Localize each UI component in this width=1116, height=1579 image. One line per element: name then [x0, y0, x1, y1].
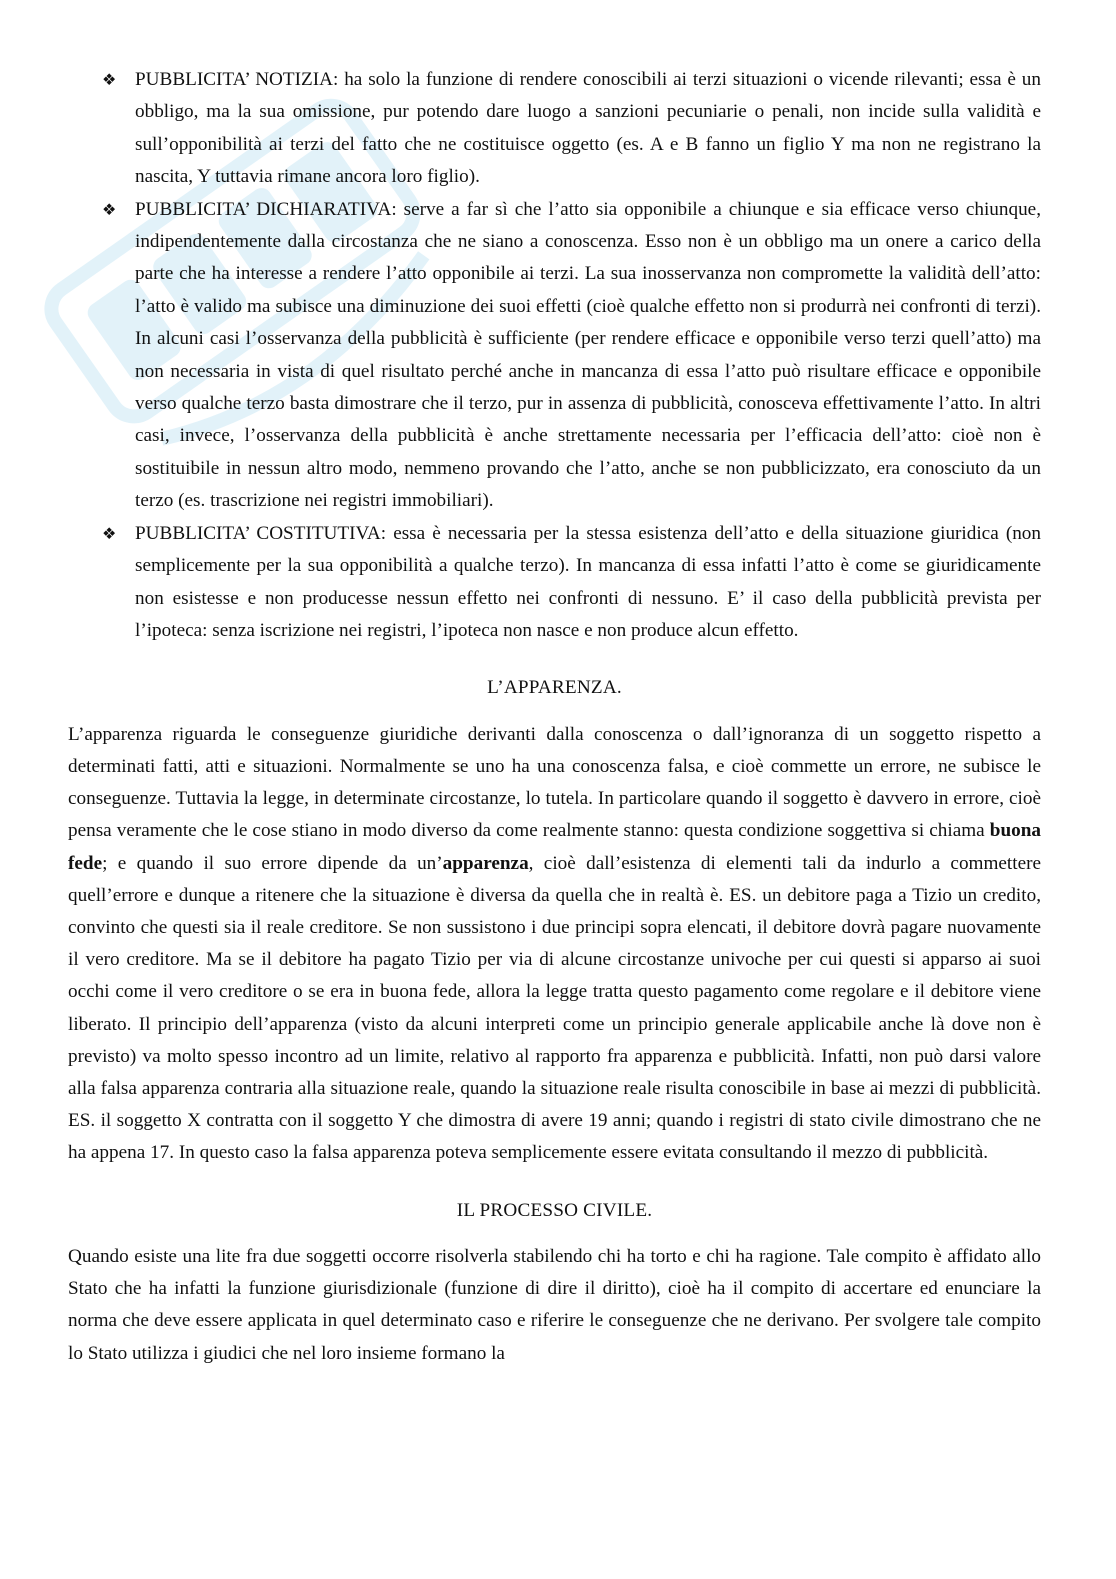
diamond-bullet-icon: ❖	[102, 70, 117, 89]
document-page	[68, 64, 1041, 1370]
section-heading-processo-civile: IL PROCESSO CIVILE.	[456, 1199, 653, 1221]
diamond-bullet-icon: ❖	[102, 523, 117, 543]
bold-term: apparenza	[442, 852, 529, 874]
paragraph-text: L’apparenza riguarda le conseguenze giuridiche derivanti dalla conoscenza o dall’ignoranza di un soggetto rispetto a determinati fatti, atti e situazioni. Normalmente se uno ha una conoscenza falsa, e cioè commette un errore, ne subisce le conseguenze. Tuttavia la legge, in determinate circostanze, lo tutela. In particolare quando il soggetto è davvero in errore, cioè pensa veramente che le cose stiano in modo diverso da come realmente stanno: questa condizione soggettiva si chiama	[68, 723, 1041, 842]
diamond-bullet-icon: ❖	[102, 199, 117, 219]
list-item	[68, 64, 1041, 194]
bullet-text: PUBBLICITA’ NOTIZIA: ha solo la funzione di rendere conoscibili ai terzi situazioni o vicende rilevanti; essa è un obbligo, ma la sua omissione, pur potendo dare luogo a sanzioni pecuniarie o penali, non incide sulla validità e sull’opponibilità ai terzi del fatto che ne costituisce oggetto (es. A e B fanno un figlio Y ma non ne registrano la nascita, Y tuttavia rimane ancora loro figlio).	[135, 69, 1041, 188]
publicity-types-list	[68, 64, 1041, 647]
paragraph-text: ; e quando il suo errore dipende da un’	[102, 852, 443, 874]
bold-term: buona fede	[68, 820, 1041, 874]
paragraph-text: , cioè dall’esistenza di elementi tali da indurlo a commettere quell’errore e dunque a ritenere che la situazione è diversa da quella che in realtà è. ES. un debitore paga a Tizio un credito, convinto che questi sia il reale creditore. Se non sussistono i due principi sopra elencati, il debitore dovrà pagare nuovamente il vero creditore. Ma se il debitore ha pagato Tizio per via di alcune circostanze univoche per cui questi si apparso ai suoi occhi come il vero creditore o se era in buona fede, allora la legge tratta questo pagamento come regolare e il debitore viene liberato. Il principio dell’apparenza (visto da alcuni interpreti come un principio generale applicabile anche là dove non è previsto) va molto spesso incontro ad un limite, relativo al rapporto fra apparenza e pubblicità. Infatti, non può darsi valore alla falsa apparenza contraria alla situazione reale, quando la situazione reale risulta conoscibile in base ai mezzi di pubblicità. ES. il soggetto X contratta con il soggetto Y che dimostra di avere 19 anni; quando i registri di stato civile dimostrano che ne ha appena 17. In questo caso la falsa apparenza poteva semplicemente essere evitata consultando il mezzo di pubblicità.	[68, 852, 1041, 1164]
list-item	[68, 194, 1041, 518]
apparenza-paragraph	[68, 719, 1041, 1170]
section-heading-apparenza: L’APPARENZA.	[487, 677, 622, 699]
bullet-text: PUBBLICITA’ DICHIARATIVA: serve a far sì che l’atto sia opponibile a chiunque e sia efficace verso chiunque, indipendentemente dalla circostanza che ne siano a conoscenza. Esso non è un obbligo ma un onere a carico della parte che ha interesse a rendere l’atto opponibile ai terzi. La sua inosservanza non compromette la validità dell’atto: l’atto è valido ma subisce una diminuzione dei suoi effetti (cioè qualche effetto non si produrrà nei confronti di terzi). In alcuni casi l’osservanza della pubblicità è sufficiente (per rendere efficace e opponibile verso terzi quell’atto) ma non necessaria in vista di quel risultato perché anche in mancanza di essa l’atto può risultare efficace e opponibile verso qualche terzo basta dimostrare che il terzo, pur in assenza di pubblicità, conosceva effettivamente l’atto. In altri casi, invece, l’osservanza della pubblicità è anche strettamente necessaria per l’efficacia dell’atto: cioè non è sostituibile in nessun altro modo, nemmeno provando che l’atto, anche se non pubblicizzato, era conosciuto da un terzo (es. trascrizione nei registri immobiliari).	[135, 198, 1041, 512]
bullet-text: PUBBLICITA’ COSTITUTIVA: essa è necessaria per la stessa esistenza dell’atto e della situazione giuridica (non semplicemente per la sua opponibilità a qualche terzo). In mancanza di essa infatti l’atto è come se giuridicamente non esistesse e non producesse nessun effetto nei confronti di nessuno. E’ il caso della pubblicità prevista per l’ipoteca: senza iscrizione nei registri, l’ipoteca non nasce e non produce alcun effetto.	[135, 522, 1041, 641]
list-item	[68, 518, 1041, 648]
processo-paragraph: Quando esiste una lite fra due soggetti occorre risolverla stabilendo chi ha torto e chi ha ragione. Tale compito è affidato allo Stato che ha infatti la funzione giurisdizionale (funzione di dire il diritto), cioè ha il compito di accertare ed enunciare la norma che deve essere applicata in quel determinato caso e riferire le conseguenze che ne derivano. Per svolgere tale compito lo Stato utilizza i giudici che nel loro insieme formano la	[68, 1245, 1041, 1364]
